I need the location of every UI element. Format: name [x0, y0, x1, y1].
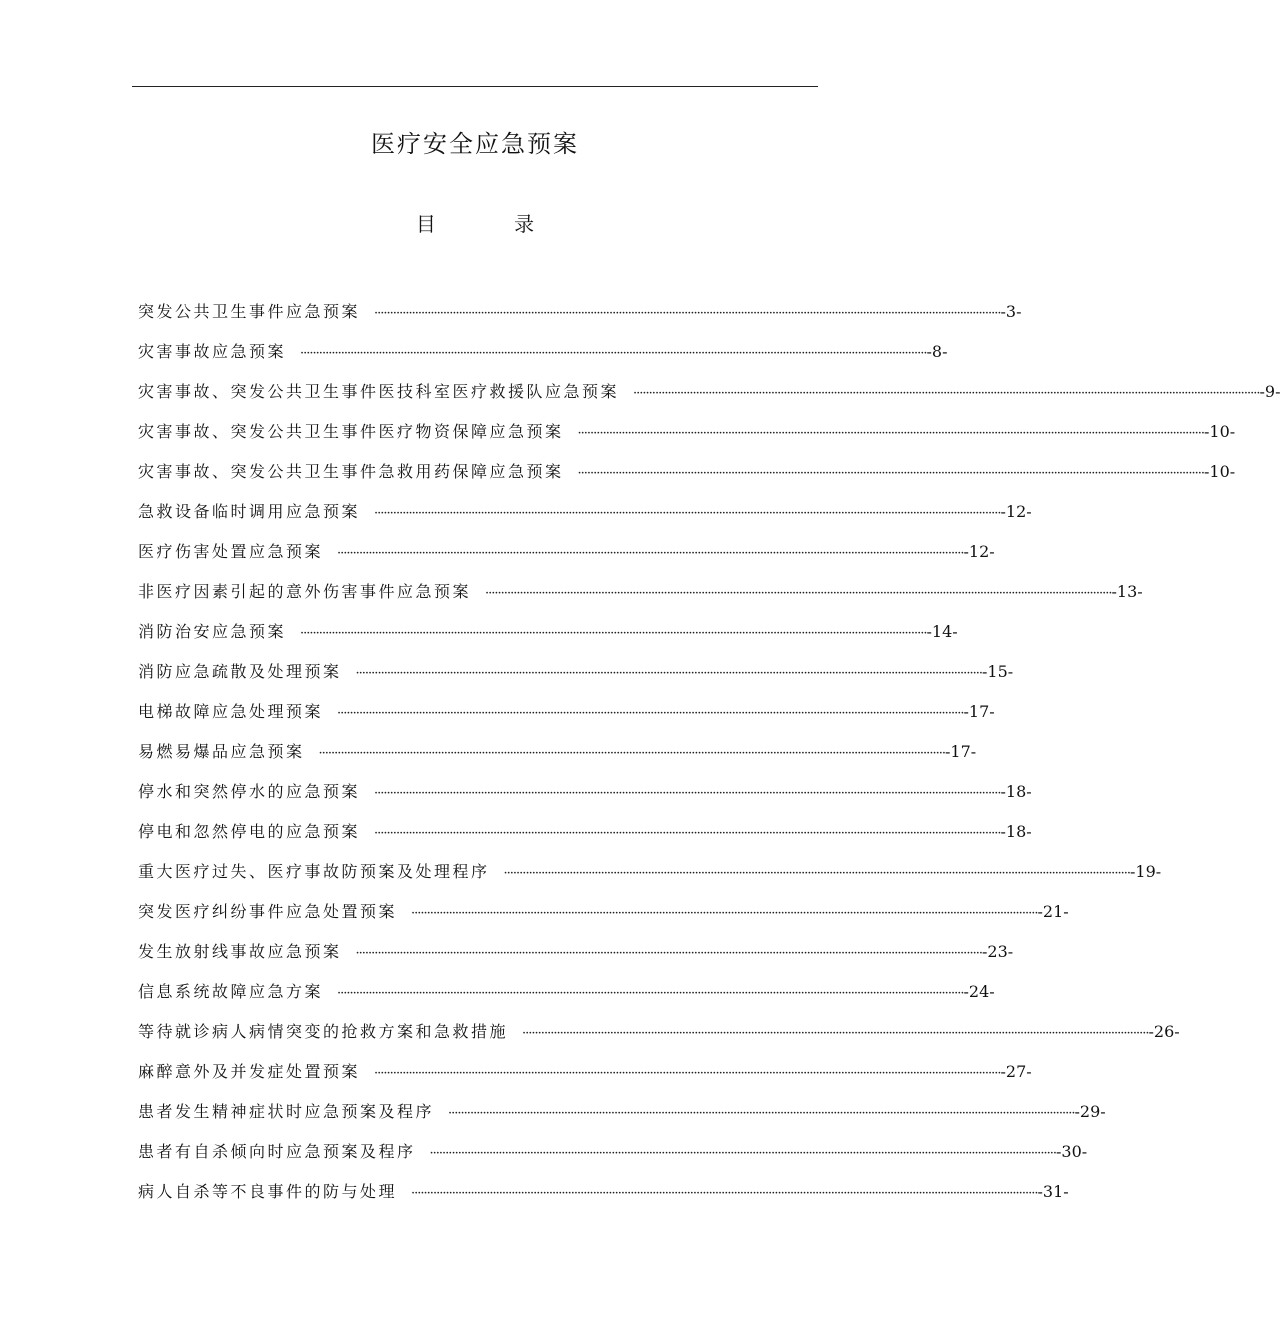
- toc-entry-label: 非医疗因素引起的意外伤害事件应急预案: [138, 582, 472, 601]
- toc-entry-label: 急救设备临时调用应急预案: [138, 502, 361, 521]
- toc-entry-label: 病人自杀等不良事件的防与处理: [138, 1182, 398, 1201]
- dot-leader: ········································································································································································································: [448, 1106, 1075, 1121]
- toc-entry-page: -17-: [944, 742, 977, 761]
- toc-entry[interactable]: [138, 412, 1236, 452]
- dot-leader: ········································································································································································································: [411, 906, 1038, 921]
- toc-entry-label: 灾害事故、突发公共卫生事件医技科室医疗救援队应急预案: [138, 382, 620, 401]
- dot-leader: ········································································································································································································: [633, 386, 1260, 401]
- toc-entry[interactable]: [138, 492, 1032, 532]
- dot-leader: ········································································································································································································: [355, 946, 982, 961]
- toc-entry[interactable]: [138, 1092, 1106, 1132]
- toc-entry-page: -10-: [1203, 422, 1236, 441]
- toc-entry-label: 信息系统故障应急方案: [138, 982, 324, 1001]
- toc-entry-page: -9-: [1259, 382, 1280, 401]
- dot-leader: ········································································································································································································: [374, 506, 1001, 521]
- toc-entry-label: 医疗伤害处置应急预案: [138, 542, 324, 561]
- dot-leader: ········································································································································································································: [337, 706, 964, 721]
- dot-leader: ········································································································································································································: [318, 746, 945, 761]
- toc-entry[interactable]: [138, 1012, 1180, 1052]
- toc-entry-label: 易燃易爆品应急预案: [138, 742, 305, 761]
- toc-entry[interactable]: [138, 372, 1280, 412]
- toc-entry[interactable]: [138, 1132, 1088, 1172]
- toc-entry-label: 重大医疗过失、医疗事故防预案及处理程序: [138, 862, 490, 881]
- toc-entry-label: 患者发生精神症状时应急预案及程序: [138, 1102, 435, 1121]
- toc-entry[interactable]: [138, 1172, 1069, 1212]
- toc-entry-label: 患者有自杀倾向时应急预案及程序: [138, 1142, 416, 1161]
- toc-entry-page: -31-: [1037, 1182, 1069, 1201]
- toc-entry-page: -8-: [926, 342, 948, 361]
- dot-leader: ········································································································································································································: [503, 866, 1130, 881]
- toc-entry-label: 停电和忽然停电的应急预案: [138, 822, 361, 841]
- dot-leader: ········································································································································································································: [337, 986, 964, 1001]
- toc-entry-page: -26-: [1148, 1022, 1180, 1041]
- toc-entry[interactable]: [138, 452, 1236, 492]
- toc-entry[interactable]: [138, 772, 1032, 812]
- dot-leader: ········································································································································································································: [522, 1026, 1149, 1041]
- toc-entry[interactable]: [138, 692, 995, 732]
- toc-entry[interactable]: [138, 612, 958, 652]
- toc-entry[interactable]: [138, 732, 977, 772]
- toc-entry-page: -23-: [981, 942, 1014, 961]
- dot-leader: ········································································································································································································: [374, 306, 1001, 321]
- toc-entry-label: 突发医疗纠纷事件应急处置预案: [138, 902, 398, 921]
- dot-leader: ········································································································································································································: [485, 586, 1112, 601]
- dot-leader: ········································································································································································································: [374, 826, 1001, 841]
- toc-entry[interactable]: [138, 332, 948, 372]
- toc-entry-page: -17-: [963, 702, 995, 721]
- toc-entry[interactable]: [138, 932, 1014, 972]
- toc-entry-page: -12-: [1000, 502, 1032, 521]
- toc-entry[interactable]: [138, 812, 1032, 852]
- toc-entry[interactable]: [138, 532, 995, 572]
- toc-entry-page: -19-: [1129, 862, 1162, 881]
- toc-entry-page: -14-: [926, 622, 958, 641]
- toc-entry-page: -27-: [1000, 1062, 1032, 1081]
- toc-entry[interactable]: [138, 572, 1143, 612]
- toc-entry[interactable]: [138, 292, 1022, 332]
- dot-leader: ········································································································································································································: [411, 1186, 1038, 1201]
- toc-entry[interactable]: [138, 852, 1162, 892]
- dot-leader: ········································································································································································································: [577, 426, 1204, 441]
- toc-heading: 目 录: [415, 212, 571, 236]
- dot-leader: ········································································································································································································: [355, 666, 982, 681]
- dot-leader: ········································································································································································································: [374, 786, 1001, 801]
- toc-entry[interactable]: [138, 652, 1014, 692]
- toc-entry-page: -29-: [1074, 1102, 1106, 1121]
- toc-entry-page: -30-: [1055, 1142, 1088, 1161]
- toc-entry-label: 麻醉意外及并发症处置预案: [138, 1062, 361, 1081]
- toc-entry-label: 发生放射线事故应急预案: [138, 942, 342, 961]
- dot-leader: ········································································································································································································: [577, 466, 1204, 481]
- toc-entry-label: 等待就诊病人病情突变的抢救方案和急救措施: [138, 1022, 509, 1041]
- toc-entry-label: 停水和突然停水的应急预案: [138, 782, 361, 801]
- dot-leader: ········································································································································································································: [337, 546, 964, 561]
- dot-leader: ········································································································································································································: [300, 346, 927, 361]
- toc-entry-page: -12-: [963, 542, 995, 561]
- toc-entry-page: -15-: [981, 662, 1014, 681]
- toc-entry[interactable]: [138, 1052, 1032, 1092]
- dot-leader: ········································································································································································································: [429, 1146, 1056, 1161]
- toc-entry-page: -24-: [963, 982, 995, 1001]
- toc-entry-label: 灾害事故、突发公共卫生事件急救用药保障应急预案: [138, 462, 564, 481]
- dot-leader: ········································································································································································································: [300, 626, 927, 641]
- toc-entry[interactable]: [138, 972, 995, 1012]
- toc-entry-label: 灾害事故应急预案: [138, 342, 287, 361]
- toc-entry[interactable]: [138, 892, 1069, 932]
- document-title: 医疗安全应急预案: [371, 130, 579, 158]
- toc-entry-page: -3-: [1000, 302, 1022, 321]
- toc-entry-page: -21-: [1037, 902, 1069, 921]
- toc-entry-label: 灾害事故、突发公共卫生事件医疗物资保障应急预案: [138, 422, 564, 441]
- toc-entry-label: 突发公共卫生事件应急预案: [138, 302, 361, 321]
- toc-entry-page: -10-: [1203, 462, 1236, 481]
- dot-leader: ········································································································································································································: [374, 1066, 1001, 1081]
- toc-entry-page: -18-: [1000, 782, 1032, 801]
- toc-entry-page: -13-: [1111, 582, 1143, 601]
- table-of-contents: [138, 292, 1280, 1212]
- header-rule: [132, 86, 818, 87]
- toc-entry-label: 消防治安应急预案: [138, 622, 287, 641]
- toc-entry-label: 电梯故障应急处理预案: [138, 702, 324, 721]
- toc-entry-page: -18-: [1000, 822, 1032, 841]
- toc-entry-label: 消防应急疏散及处理预案: [138, 662, 342, 681]
